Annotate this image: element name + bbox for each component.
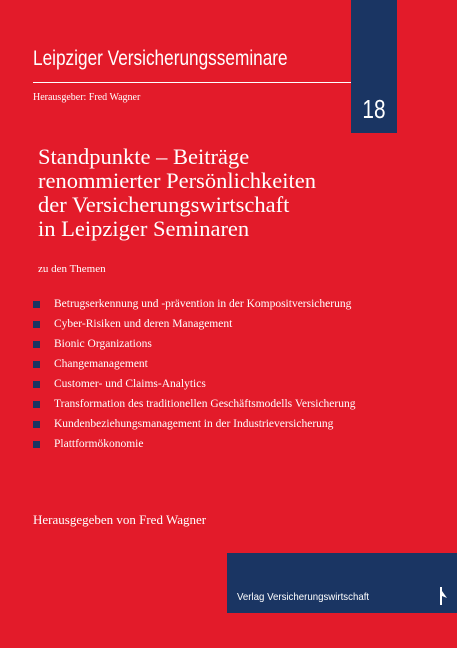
square-bullet-icon [33, 381, 40, 388]
topic-label: Plattformökonomie [54, 438, 144, 450]
square-bullet-icon [33, 321, 40, 328]
title-line: der Versicherungswirtschaft [38, 192, 290, 217]
title-line: in Leipziger Seminaren [38, 216, 250, 241]
square-bullet-icon [33, 401, 40, 408]
publisher-logo-icon [435, 587, 447, 605]
topics-intro: zu den Themen [38, 263, 106, 275]
volume-tab [351, 0, 397, 133]
square-bullet-icon [33, 441, 40, 448]
square-bullet-icon [33, 421, 40, 428]
publisher-name: Verlag Versicherungswirtschaft [237, 591, 370, 603]
publisher-panel [227, 553, 457, 613]
topic-label: Changemanagement [54, 358, 148, 370]
topic-item [33, 434, 356, 454]
topic-label: Bionic Organizations [54, 338, 152, 350]
square-bullet-icon [33, 361, 40, 368]
editor-line: Herausgeber: Fred Wagner [33, 92, 141, 103]
square-bullet-icon [33, 341, 40, 348]
topic-item [33, 294, 356, 314]
topic-item [33, 374, 356, 394]
topic-item [33, 314, 356, 334]
title-line: renommierter Persönlichkeiten [38, 168, 317, 193]
volume-number: 18 [362, 94, 386, 124]
topic-item [33, 334, 356, 354]
square-bullet-icon [33, 301, 40, 308]
topic-label: Transformation des traditionellen Geschäftsmodells Versicherung [54, 398, 356, 410]
title-line: Standpunkte – Beiträge [38, 144, 250, 169]
header-rule [33, 82, 351, 83]
topic-label: Kundenbeziehungsmanagement in der Industrieversicherung [54, 418, 334, 430]
editor-credit: Herausgegeben von Fred Wagner [33, 512, 207, 527]
topic-item [33, 354, 356, 374]
topic-label: Customer- und Claims-Analytics [54, 378, 206, 390]
topic-list [33, 294, 356, 454]
topic-label: Betrugserkennung und -prävention in der Kompositversicherung [54, 298, 352, 310]
book-title [38, 145, 378, 241]
series-title: Leipziger Versicherungsseminare [33, 47, 288, 70]
topic-label: Cyber-Risiken und deren Management [54, 318, 233, 330]
topic-item [33, 414, 356, 434]
topic-item [33, 394, 356, 414]
